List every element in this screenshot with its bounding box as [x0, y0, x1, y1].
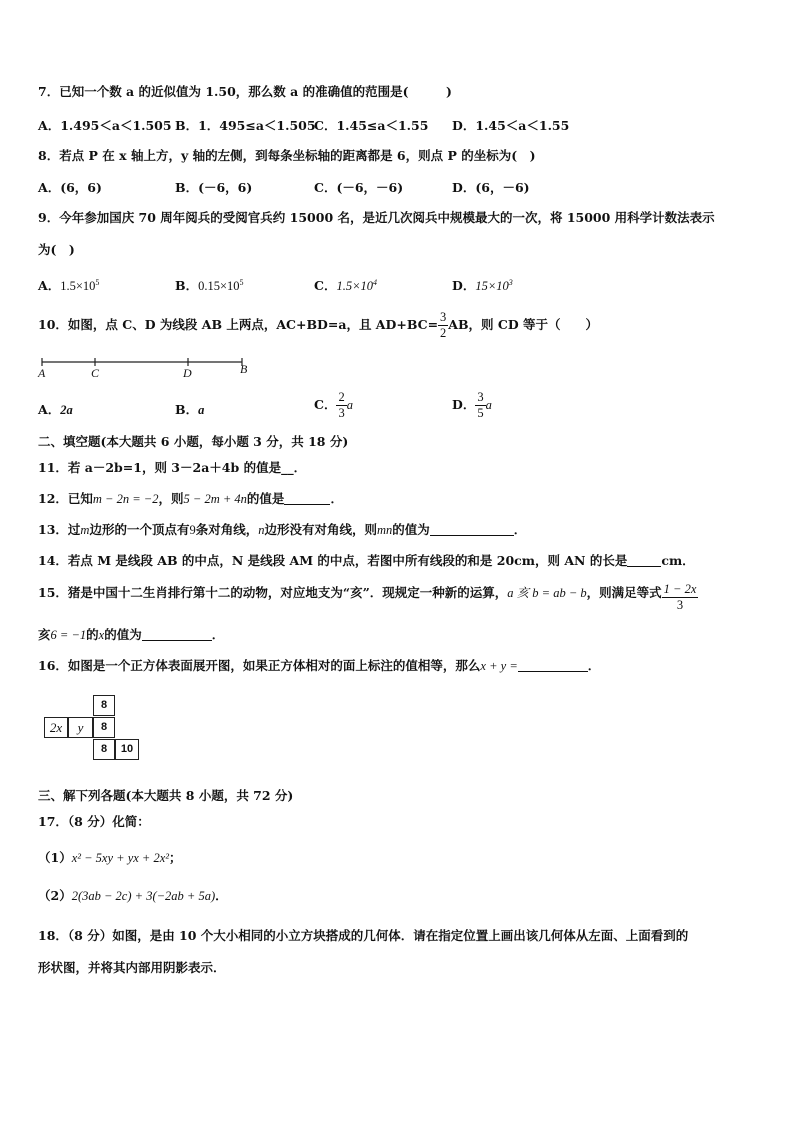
q10-option-d: D． $\frac{3}{5}$ a [452, 390, 492, 420]
q17-part2: （2）2(3ab − 2c) + 3(−2ab + 5a)． [38, 888, 228, 903]
q9-option-d: D．$15\times 10^3$ [452, 277, 513, 293]
q14-answer-blank [627, 566, 661, 567]
q15-line2: 亥6 = −1的x的值为 ． [38, 627, 225, 642]
q9-option-c: C．$1.5\times 10^4$ [314, 277, 378, 293]
net-cell-10: 10 [115, 739, 139, 760]
q18-line2: 形状图，并将其内部用阴影表示． [38, 960, 226, 975]
q9-option-a: A．$1.5\times 10^5$ [38, 277, 100, 293]
q10-option-c: C． $\frac{2}{3}$ a [314, 390, 353, 420]
section-3-heading: 三、解下列各题(本大题共 8 小题，共 72 分) [38, 788, 294, 803]
q18-line1: 18．（8 分）如图，是由 10 个大小相同的小立方块搭成的几何体．请在指定位置上画出该几何体从左面、上面看到的 [38, 928, 689, 943]
q8-option-a: A．(6，6) [38, 180, 102, 195]
q9-stem-line2: 为( ) [38, 242, 75, 257]
q16: 16．如图是一个正方体表面展开图，如果正方体相对的面上标注的值相等，那么x + y = ． [38, 658, 601, 673]
q10-option-a: A．2a [38, 402, 73, 417]
q11: 11．若 a－2b=1，则 3－2a＋4b 的值是__． [38, 460, 307, 475]
net-cell-bottom: 8 [93, 739, 115, 760]
q7-option-b: B．1．495≤a＜1.505 [175, 118, 316, 133]
q9-option-b: B．$0.15\times 10^5$ [175, 277, 244, 293]
q9-stem-line1: 9．今年参加国庆 70 周年阅兵的受阅官兵约 15000 名，是近几次阅兵中规模最大的一次，将 15000 用科学计数法表示 [38, 210, 715, 225]
q7-option-a: A．1.495＜a＜1.505 [38, 118, 172, 133]
q12: 12．已知m − 2n = −2，则5 − 2m + 4n的值是 ． [38, 491, 343, 506]
q8-stem: 8．若点 P 在 x 轴上方，y 轴的左侧，到每条坐标轴的距离都是 6，则点 P 的坐标为( ) [38, 148, 536, 163]
q7-stem: 7．已知一个数 a 的近似值为 1.50，那么数 a 的准确值的范围是( ) [38, 84, 452, 99]
q15-line1: 15．猪是中国十二生肖排行第十二的动物，对应地支为“亥”．现规定一种新的运算，a 亥 b = ab − b，则满足等式 $\frac{1 - 2x}{3}$ [38, 582, 697, 612]
q8-option-d: D．(6，－6) [452, 180, 530, 195]
q10-fraction: $\frac{3}{2}$ [440, 310, 447, 340]
point-label-c: C [91, 366, 100, 380]
q15-answer-blank [142, 640, 212, 641]
net-cell-middle: 8 [93, 717, 115, 738]
net-cell-2x: 2x [44, 717, 68, 738]
point-label-a: A [38, 366, 46, 380]
q8-option-b: B．(－6，6) [175, 180, 253, 195]
q10-stem: 10．如图，点 C、D 为线段 AB 上两点，AC+BD=a，且 AD+BC= $\frac{3}{2}$ AB，则 CD 等于（ ） [38, 310, 599, 340]
q13-answer-blank [430, 535, 514, 536]
section-2-heading: 二、填空题(本大题共 6 小题，每小题 3 分，共 18 分) [38, 434, 349, 449]
q8-option-c: C．(－6，－6) [314, 180, 404, 195]
point-label-b: B [240, 362, 248, 376]
q17-title: 17．（8 分）化简： [38, 814, 150, 829]
q7-option-d: D．1.45＜a＜1.55 [452, 118, 570, 133]
q17-part1: （1）x² − 5xy + yx + 2x²； [38, 850, 182, 865]
q12-answer-blank [284, 504, 330, 505]
q16-answer-blank [518, 671, 588, 672]
q13: 13．过m边形的一个顶点有9条对角线，n边形没有对角线，则mn的值为 ． [38, 522, 527, 537]
net-cell-top: 8 [93, 695, 115, 716]
point-label-d: D [183, 366, 192, 380]
q7-option-c: C．1.45≤a＜1.55 [314, 118, 429, 133]
net-cell-y: y [68, 717, 93, 738]
q14: 14．若点 M 是线段 AB 的中点，N 是线段 AM 的中点，若图中所有线段的和是 20cm，则 AN 的长是 cm． [38, 553, 695, 568]
q10-segment-figure [36, 354, 256, 376]
q10-option-b: B．a [175, 402, 205, 417]
